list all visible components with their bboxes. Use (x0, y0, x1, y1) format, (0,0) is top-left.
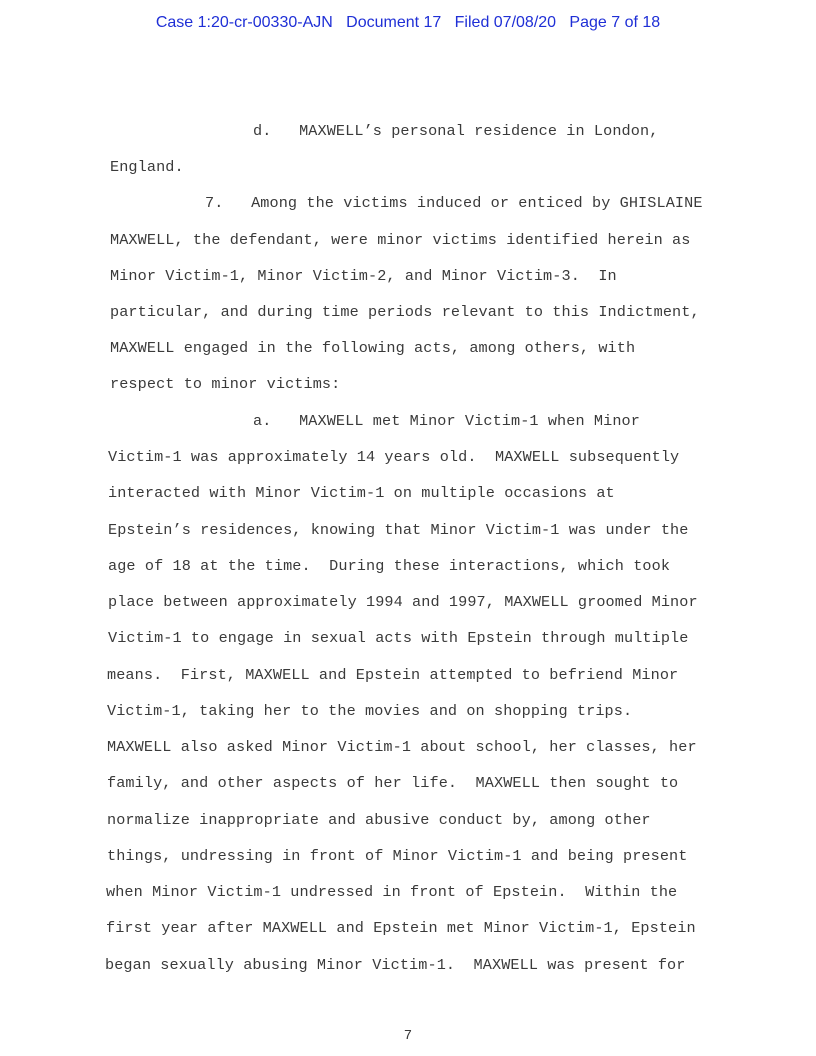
page-indicator: Page 7 of 18 (569, 14, 661, 31)
text-line: Victim-1 was approximately 14 years old. MAXWELL subsequently (108, 448, 680, 466)
text-line: MAXWELL, the defendant, were minor victims identified herein as (110, 231, 691, 249)
page-number: 7 (403, 1028, 413, 1044)
text-line: began sexually abusing Minor Victim-1. MAXWELL was present for (105, 956, 686, 974)
case-number: Case 1:20-cr-00330-AJN (155, 14, 333, 31)
filed-date: Filed 07/08/20 (454, 14, 557, 31)
text-line: 7. Among the victims induced or enticed by GHISLAINE (205, 194, 703, 212)
text-line: family, and other aspects of her life. MAXWELL then sought to (107, 774, 679, 792)
text-line: Minor Victim-1, Minor Victim-2, and Minor Victim-3. In (110, 267, 617, 285)
text-line: d. MAXWELL’s personal residence in London, (253, 122, 659, 140)
text-line: age of 18 at the time. During these interactions, which took (108, 557, 671, 575)
text-line: Victim-1 to engage in sexual acts with Epstein through multiple (108, 629, 689, 647)
text-line: MAXWELL also asked Minor Victim-1 about school, her classes, her (107, 738, 697, 756)
text-line: Epstein’s residences, knowing that Minor Victim-1 was under the (108, 521, 689, 539)
text-line: when Minor Victim-1 undressed in front of Epstein. Within the (106, 883, 678, 901)
text-line: particular, and during time periods relevant to this Indictment, (110, 303, 700, 321)
text-line: Victim-1, taking her to the movies and on shopping trips. (107, 702, 633, 720)
document-number: Document 17 (346, 14, 442, 31)
text-line: first year after MAXWELL and Epstein met Minor Victim-1, Epstein (106, 919, 696, 937)
case-header (0, 14, 816, 32)
text-line: things, undressing in front of Minor Victim-1 and being present (107, 847, 688, 865)
text-line: means. First, MAXWELL and Epstein attempted to befriend Minor (107, 666, 679, 684)
text-line: place between approximately 1994 and 1997, MAXWELL groomed Minor (108, 593, 698, 611)
text-line: normalize inappropriate and abusive conduct by, among other (107, 811, 651, 829)
text-line: interacted with Minor Victim-1 on multiple occasions at (108, 484, 615, 502)
text-line: respect to minor victims: (110, 375, 341, 393)
text-line: MAXWELL engaged in the following acts, among others, with (110, 339, 636, 357)
text-line: England. (110, 158, 184, 176)
text-line: a. MAXWELL met Minor Victim-1 when Minor (253, 412, 640, 430)
